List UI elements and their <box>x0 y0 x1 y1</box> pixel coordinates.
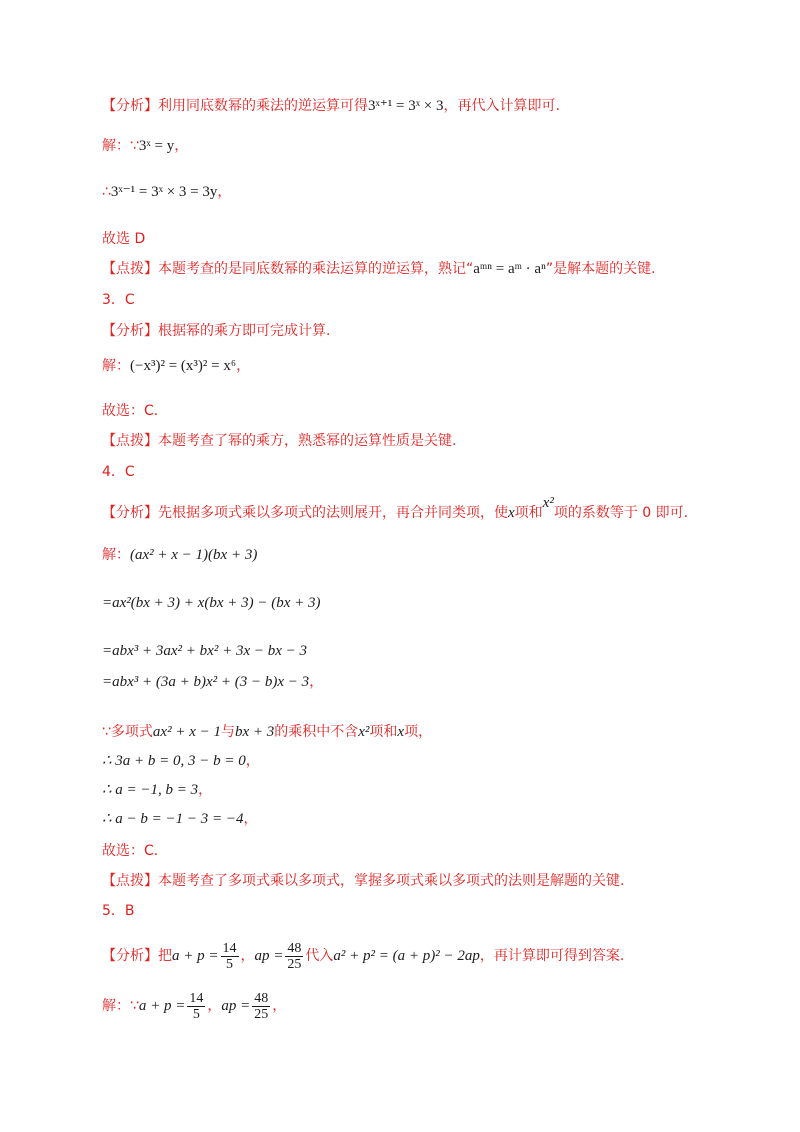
math-expression: =ax²(bx + 3) + x(bx + 3) − (bx + 3) <box>102 595 321 611</box>
answer-number: 5．B <box>102 903 135 919</box>
choice-line: 故选：C. <box>102 843 159 859</box>
math-step: ∴ a = −1, b = 3， <box>102 782 213 798</box>
fraction: $\frac{14}{5}$ <box>189 990 204 1022</box>
condition-line: ∵多项式ax² + x − 1与bx + 3的乘积中不含x²项和x项， <box>102 724 433 740</box>
fraction: $\frac{48}{25}$ <box>254 990 269 1022</box>
math-expression: 3ˣ = y <box>138 138 175 154</box>
solution-line: 解：(ax² + x − 1)(bx + 3) <box>102 547 258 563</box>
math-expression: ∴ a − b = −1 − 3 = −4 <box>102 811 244 827</box>
analysis-tag: 【分析】 <box>102 323 158 339</box>
answer-number: 4．C <box>102 464 135 480</box>
therefore-line: ∴3ˣ⁻¹ = 3ˣ × 3 = 3y， <box>102 184 232 200</box>
analysis-line: 【分析】把a + p = $\frac{14}{5}$ ，ap = $\frac{48}{25}$ 代入a² + p² = (a + p)² − 2ap，再计算即可得到答案. <box>102 940 625 972</box>
math-expression: ax² + x − 1 <box>152 724 221 740</box>
fraction: $\frac{48}{25}$ <box>287 940 302 972</box>
choice-line: 故选 D <box>102 231 146 247</box>
math-step: ∴ 3a + b = 0, 3 − b = 0， <box>102 753 260 769</box>
tip-tag: 【点拨】 <box>102 873 158 889</box>
math-step: =abx³ + (3a + b)x² + (3 − b)x − 3， <box>102 674 324 690</box>
answer-number: 3．C <box>102 292 135 308</box>
tip-tag: 【点拨】 <box>102 433 158 449</box>
tip-tag: 【点拨】 <box>102 261 158 277</box>
math-expression: (−x³)² = (x³)² = x⁶ <box>130 358 237 374</box>
math-expression: bx + 3 <box>234 724 275 740</box>
analysis-tag: 【分析】 <box>102 505 158 521</box>
analysis-tag: 【分析】 <box>102 98 158 114</box>
analysis-line: 【分析】利用同底数幂的乘法的逆运算可得3ˣ⁺¹ = 3ˣ × 3，再代入计算即可. <box>102 98 560 114</box>
math-expression: =abx³ + (3a + b)x² + (3 − b)x − 3 <box>102 674 310 690</box>
math-step <box>102 593 321 613</box>
tip-line: 【点拨】本题考查的是同底数幂的乘法运算的逆运算，熟记“aᵐⁿ = aᵐ · aⁿ”是解本题的关键. <box>102 261 656 277</box>
math-step <box>102 641 307 661</box>
math-expression: aᵐⁿ = aᵐ · aⁿ <box>473 261 546 277</box>
analysis-line: 【分析】先根据多项式乘以多项式的法则展开，再合并同类项，使x项和x²项的系数等于 0 即可. <box>102 495 689 521</box>
math-expression: ∴ 3a + b = 0, 3 − b = 0 <box>102 753 246 769</box>
solution-line: 解：(−x³)² = (x³)² = x⁶， <box>102 358 251 374</box>
math-expression: 3ˣ⁻¹ = 3ˣ × 3 = 3y <box>110 184 218 200</box>
fraction: $\frac{14}{5}$ <box>222 940 237 972</box>
math-expression: =abx³ + 3ax² + bx² + 3x − bx − 3 <box>102 643 308 659</box>
solution-line: 解：∵a + p = $\frac{14}{5}$ ，ap = $\frac{48}{25}$ ， <box>102 990 287 1022</box>
analysis-tag: 【分析】 <box>102 948 158 964</box>
analysis-line: 【分析】根据幂的乘方即可完成计算. <box>102 323 331 339</box>
choice-line: 故选：C. <box>102 403 159 419</box>
tip-line: 【点拨】本题考查了幂的乘方，熟悉幂的运算性质是关键. <box>102 433 457 449</box>
math-step: ∴ a − b = −1 − 3 = −4， <box>102 811 258 827</box>
math-expression: a² + p² = (a + p)² − 2ap <box>333 948 480 964</box>
math-expression: ∴ a = −1, b = 3 <box>102 782 199 798</box>
math-expression: 3ˣ⁺¹ = 3ˣ × 3 <box>368 98 444 114</box>
math-expression: (ax² + x − 1)(bx + 3) <box>130 547 258 563</box>
solution-line: 解：∵3ˣ = y， <box>102 138 189 154</box>
tip-line: 【点拨】本题考查了多项式乘以多项式，掌握多项式乘以多项式的法则是解题的关键. <box>102 873 625 889</box>
